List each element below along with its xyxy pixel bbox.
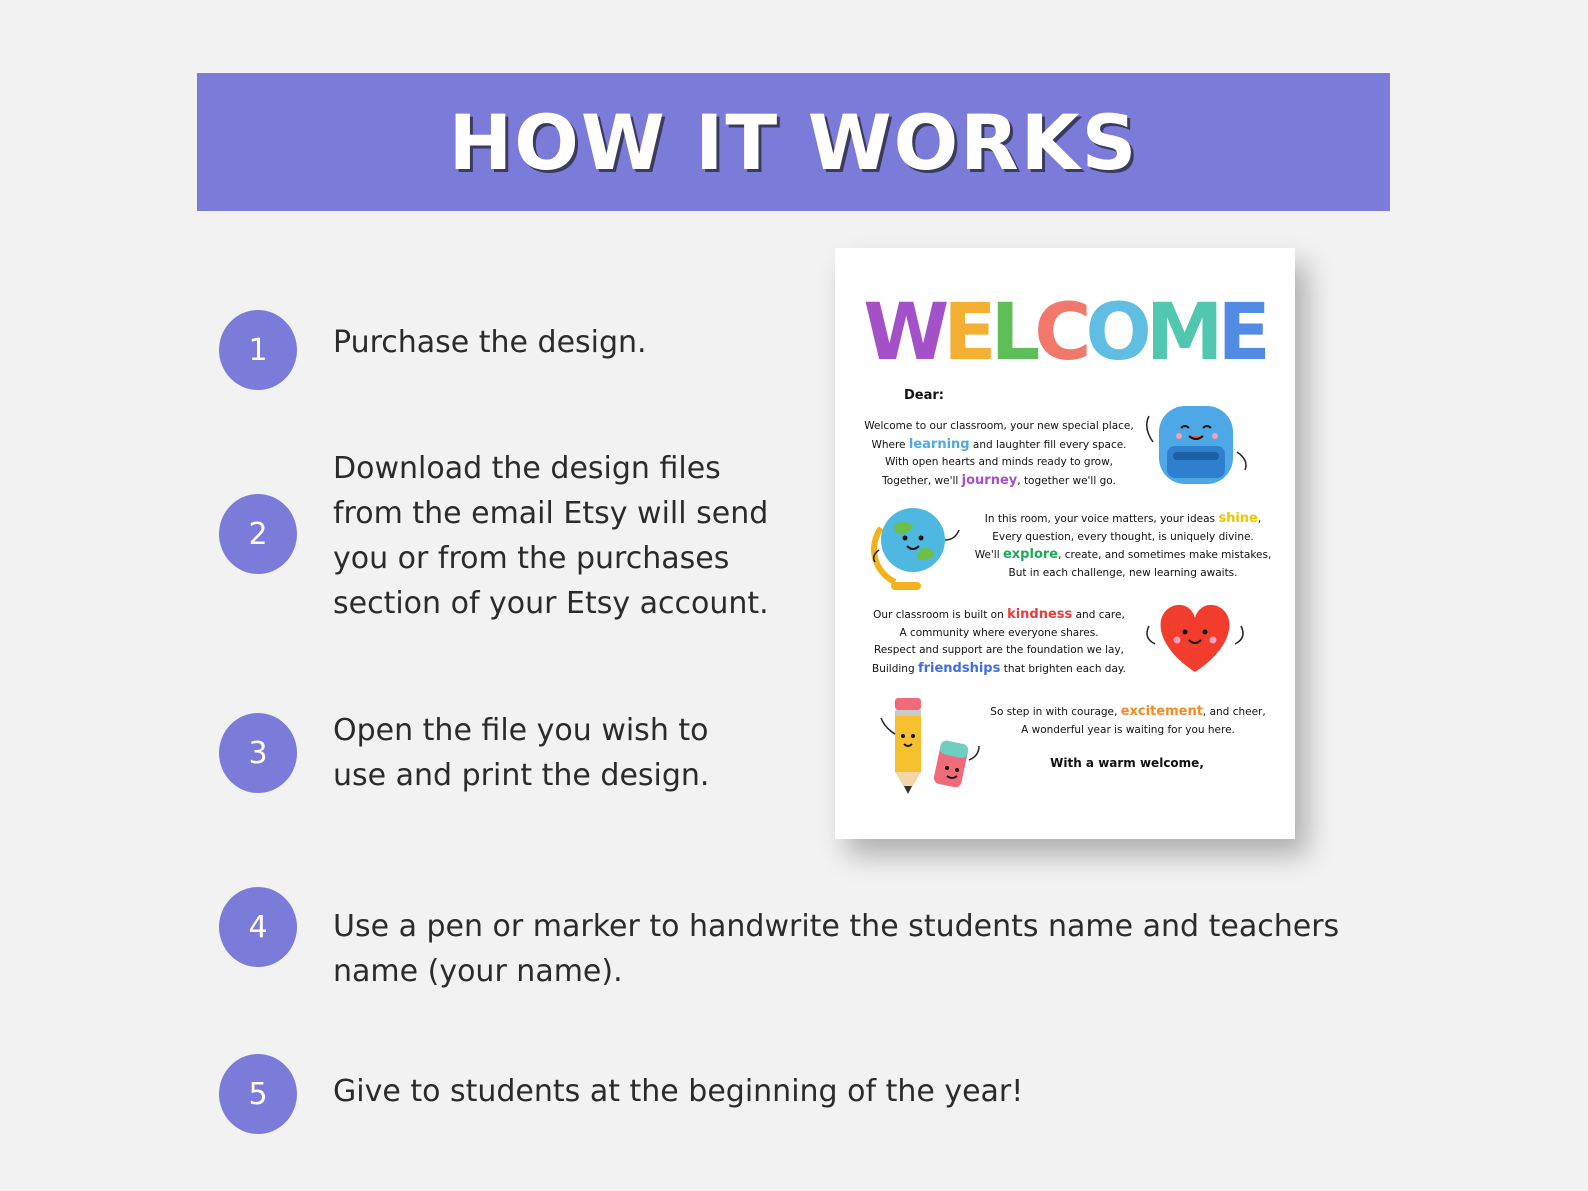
poem-text: Welcome to our classroom, your new special place, — [864, 420, 1134, 432]
step-2-text: Download the design files from the email Etsy will send you or from the purchases section of your Etsy account. — [333, 451, 769, 621]
welcome-letter: O — [1085, 288, 1152, 378]
step-5-text: Give to students at the beginning of the year! — [333, 1074, 1024, 1109]
poem-line — [849, 454, 1149, 472]
poem-text: , create, and sometimes make mistakes, — [1058, 549, 1272, 561]
poem-text: We'll — [974, 549, 1003, 561]
highlight-word: shine — [1218, 511, 1258, 526]
stanza-1 — [849, 418, 1149, 490]
poem-text: With open hearts and minds ready to grow, — [884, 456, 1114, 468]
welcome-letter: L — [990, 288, 1041, 378]
stanza-3 — [849, 606, 1149, 678]
poem-line — [983, 703, 1273, 722]
step-3-text: Open the file you wish to use and print the design. — [333, 713, 710, 793]
poem-line — [849, 660, 1149, 679]
poem-line — [849, 606, 1149, 625]
step-5-number: 5 — [219, 1054, 297, 1134]
globe-icon — [865, 498, 965, 598]
poem-text: , and cheer, — [1202, 706, 1266, 718]
poem-line — [849, 625, 1149, 643]
printable-preview — [835, 248, 1295, 839]
highlight-word: excitement — [1120, 704, 1203, 719]
welcome-letter: E — [1217, 288, 1271, 378]
heart-icon — [1135, 596, 1255, 676]
poem-text: and care, — [1072, 609, 1125, 621]
poem-line — [973, 510, 1273, 529]
highlight-word: explore — [1002, 547, 1059, 562]
step-3-number: 3 — [219, 713, 297, 793]
pencil-eraser-icon — [875, 694, 985, 798]
poem-text: In this room, your voice matters, your ideas — [984, 513, 1219, 525]
poem-text: Our classroom is built on — [873, 609, 1008, 621]
poem-line — [849, 472, 1149, 491]
dear-label: Dear: — [904, 388, 944, 403]
highlight-word: kindness — [1007, 607, 1073, 622]
step-2-number: 2 — [219, 494, 297, 574]
welcome-letter: M — [1145, 288, 1224, 378]
poem-text: Together, we'll — [882, 474, 962, 487]
welcome-heading — [863, 282, 1271, 378]
poem-line — [973, 529, 1273, 547]
poem-text: , together we'll go. — [1017, 474, 1116, 487]
welcome-letter: E — [943, 288, 997, 378]
poem-text: But in each challenge, new learning awaits. — [1008, 566, 1238, 579]
step-1-number: 1 — [219, 310, 297, 390]
poem-line — [973, 546, 1273, 565]
backpack-icon — [1137, 398, 1257, 488]
stanza-4 — [983, 703, 1273, 739]
highlight-word: learning — [908, 436, 970, 452]
step-4-number: 4 — [219, 887, 297, 967]
closing-line: With a warm welcome, — [1050, 756, 1204, 770]
poem-text: that brighten each day. — [1000, 662, 1126, 675]
welcome-letter: W — [863, 288, 950, 378]
poem-text: So step in with courage, — [990, 706, 1121, 718]
poem-text: Respect and support are the foundation we lay, — [873, 644, 1124, 656]
welcome-letter: C — [1034, 288, 1092, 378]
poem-text: Where — [871, 438, 909, 451]
poem-line — [849, 436, 1149, 455]
poem-text: A community where everyone shares. — [899, 626, 1099, 639]
highlight-word: friendships — [917, 660, 1001, 676]
stanza-2 — [973, 510, 1273, 582]
poem-line — [973, 565, 1273, 583]
page-title: HOW IT WORKS — [448, 97, 1139, 187]
poem-line — [983, 722, 1273, 740]
poem-text: Every question, every thought, is uniquely divine. — [992, 530, 1254, 543]
header-banner — [197, 73, 1390, 211]
poem-line — [849, 418, 1149, 436]
poem-line — [849, 642, 1149, 660]
poem-text: and laughter fill every space. — [969, 438, 1127, 451]
poem-text: , — [1257, 513, 1262, 525]
poem-text: Building — [872, 662, 918, 675]
highlight-word: journey — [961, 472, 1018, 488]
step-1-text: Purchase the design. — [333, 325, 647, 360]
step-4-text: Use a pen or marker to handwrite the students name and teachers name (your name). — [333, 909, 1340, 989]
poem-text: A wonderful year is waiting for you here. — [1021, 723, 1235, 736]
